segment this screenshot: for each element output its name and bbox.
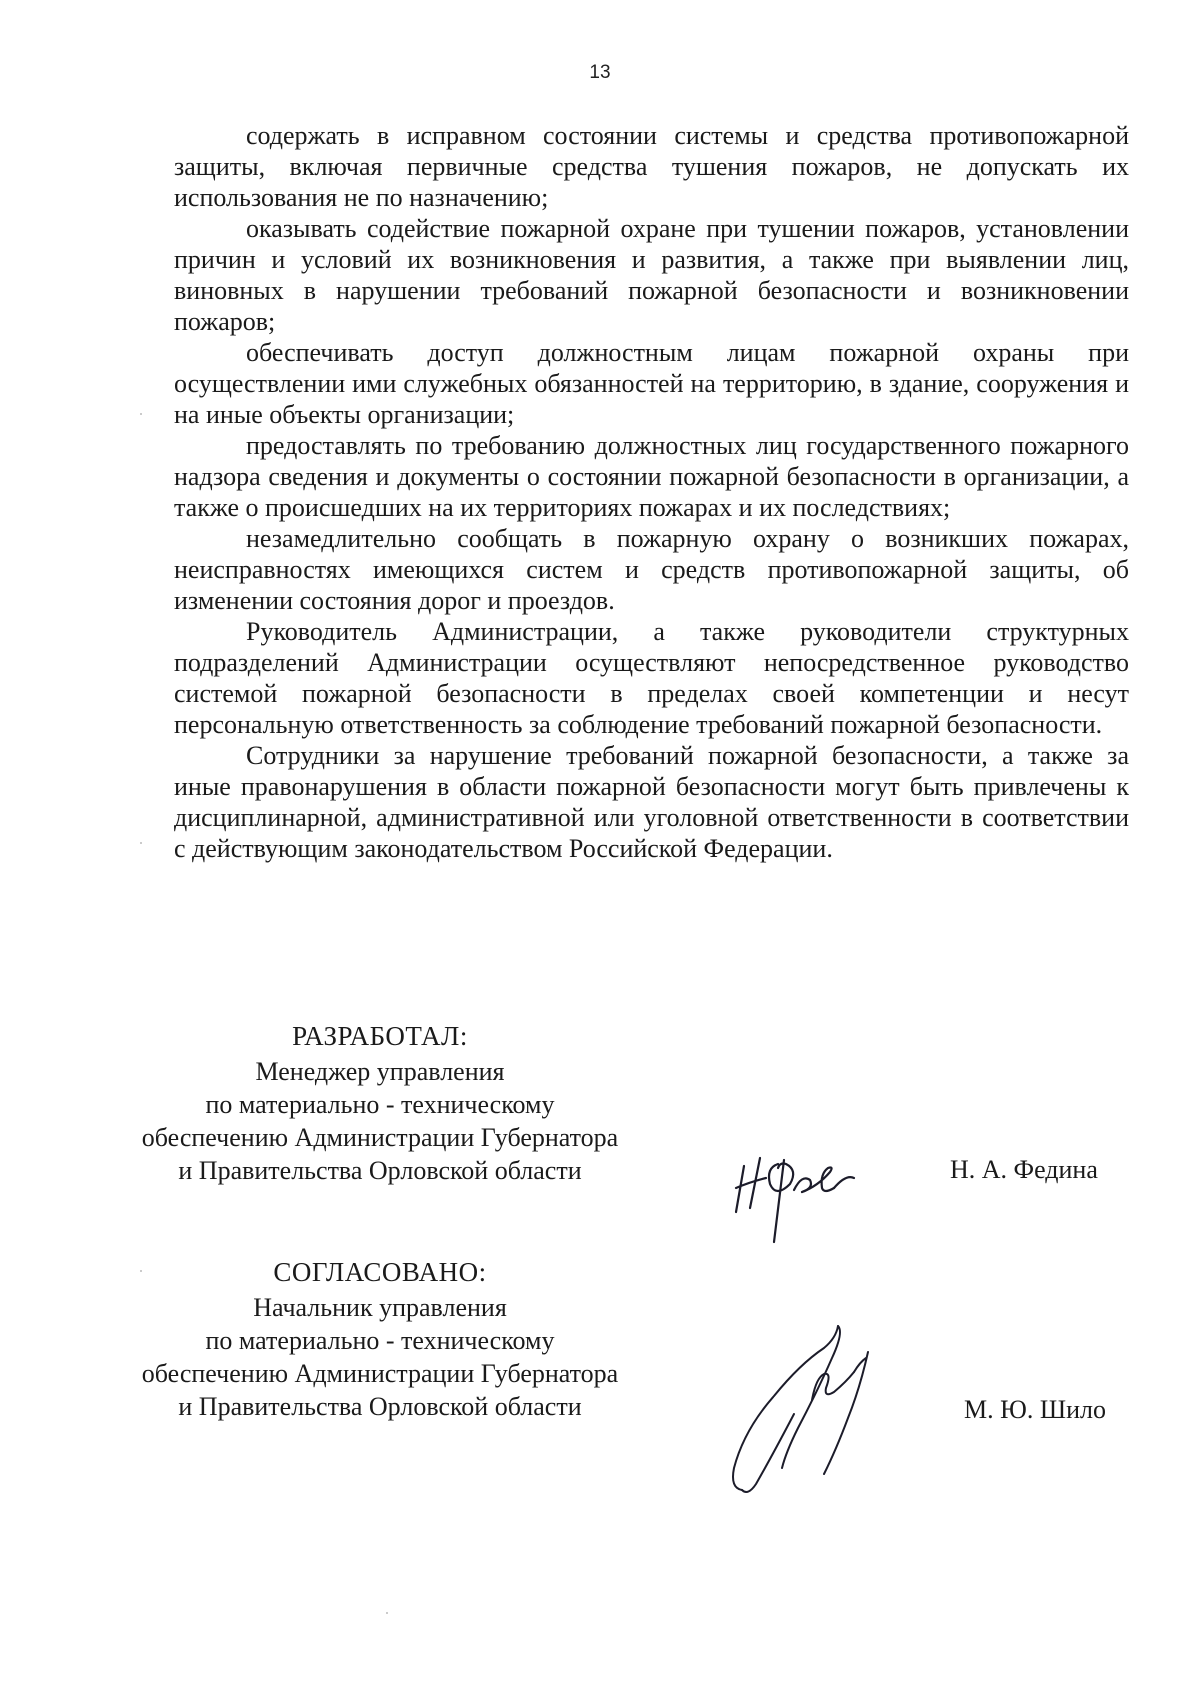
paragraph: Сотрудники за нарушение требований пожарной безопасности, а также за иные правонарушения в области пожарной безопасности могут быть привлечены к дисциплинарной, административной или уголовной ответственности в соответствии с действующим законодательством Российской Федерации.	[174, 741, 1129, 863]
developed-name: Н. А. Федина	[950, 1155, 1098, 1184]
approved-heading: СОГЛАСОВАНО:	[273, 1257, 487, 1287]
scan-speck	[140, 413, 142, 415]
approved-block	[100, 1253, 660, 1423]
paragraph: оказывать содействие пожарной охране при тушении пожаров, установлении причин и условий их возникновения и развития, а также при выявлении лиц, виновных в нарушении требований пожарной безопасности и возникновении пожаров;	[174, 214, 1129, 336]
paragraph: Руководитель Администрации, а также руководители структурных подразделений Администрации осуществляют непосредственное руководство системой пожарной безопасности в пределах своей компетенции и несут персональную ответственность за соблюдение требований пожарной безопасности.	[174, 617, 1129, 739]
approved-position-line: обеспечению Администрации Губернатора	[141, 1359, 619, 1388]
paragraph: обеспечивать доступ должностным лицам пожарной охраны при осуществлении ими служебных обязанностей на территорию, в здание, сооружения и на иные объекты организации;	[174, 338, 1129, 429]
developed-position-line: Менеджер управления	[255, 1057, 505, 1086]
developed-position-line: и Правительства Орловской области	[178, 1156, 582, 1185]
developed-position-line: по материально - техническому	[205, 1090, 555, 1119]
page-number: 13	[589, 62, 611, 83]
scan-speck	[386, 1612, 388, 1614]
scan-speck	[140, 1270, 142, 1272]
approved-position-line: по материально - техническому	[205, 1326, 555, 1355]
scan-speck	[140, 842, 142, 844]
approved-position-line: Начальник управления	[253, 1293, 507, 1322]
approved-name: М. Ю. Шило	[964, 1395, 1106, 1424]
developed-block	[100, 1017, 660, 1187]
signature-shilo	[720, 1318, 910, 1508]
developed-position-line: обеспечению Администрации Губернатора	[141, 1123, 619, 1152]
paragraph: незамедлительно сообщать в пожарную охрану о возникших пожарах, неисправностях имеющихся систем и средств противопожарной защиты, об изменении состояния дорог и проездов.	[174, 524, 1129, 615]
approved-position-line: и Правительства Орловской области	[178, 1392, 582, 1421]
paragraph: содержать в исправном состоянии системы и средства противопожарной защиты, включая первичные средства тушения пожаров, не допускать их использования не по назначению;	[174, 121, 1129, 212]
document-body	[174, 120, 1129, 864]
paragraph: предоставлять по требованию должностных лиц государственного пожарного надзора сведения и документы о состоянии пожарной безопасности в организации, а также о происшедших на их территориях пожарах и их последствиях;	[174, 431, 1129, 522]
signature-fedina	[730, 1138, 870, 1248]
developed-heading: РАЗРАБОТАЛ:	[292, 1021, 468, 1051]
